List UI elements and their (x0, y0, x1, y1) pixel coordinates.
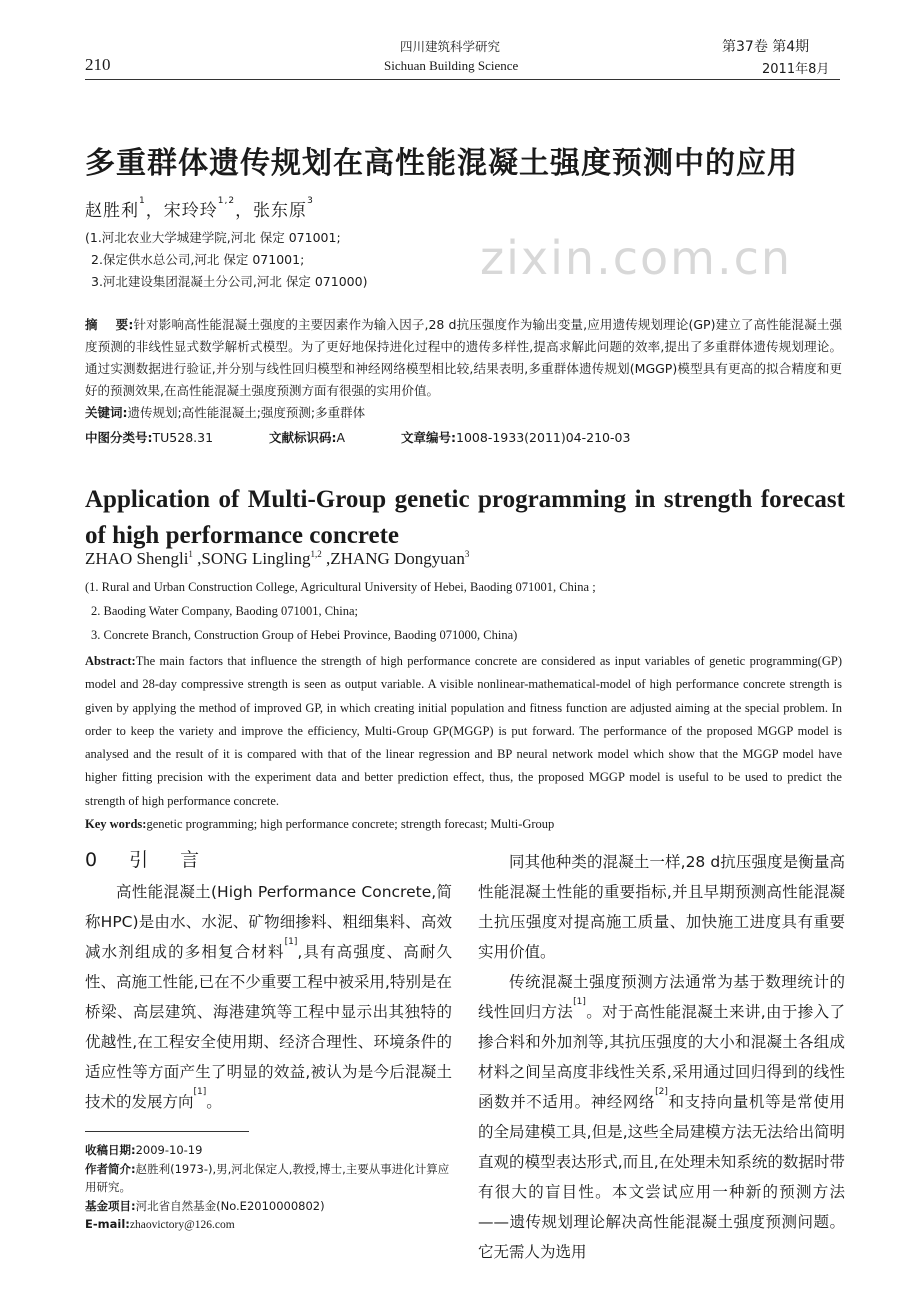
paper-title-cn: 多重群体遗传规划在高性能混凝土强度预测中的应用 (85, 146, 798, 181)
affiliation-en: (1. Rural and Urban Construction College, Agricultural University of Hebei, Baoding 071001, China ; (85, 580, 596, 594)
page-number: 210 (85, 55, 111, 74)
footnote-text: 赵胜利(1973-),男,河北保定人,教授,博士,主要从事进化计算应用研究。 (85, 1161, 450, 1194)
author-affil-sup: 1,2 (310, 549, 322, 559)
section-heading (85, 845, 205, 872)
keywords-text: 遗传规划;高性能混凝土;强度预测;多重群体 (127, 405, 366, 420)
abstract-en (85, 650, 842, 836)
classification-line (85, 427, 842, 449)
footnote-label: 基金项目: (85, 1198, 136, 1213)
footnote-author-bio (85, 1160, 452, 1197)
keywords-en (85, 813, 842, 836)
keywords-cn (85, 402, 842, 424)
author-affil-sup: 3 (464, 549, 470, 559)
text: 高性能混凝土(High Performance Concrete,简称HPC)是由水、水泥、矿物细掺料、粗细集料、高效减水剂组成的多相复合材料 (85, 883, 452, 961)
footnote-label: E-mail: (85, 1217, 130, 1231)
footnote-received (85, 1141, 452, 1160)
abstract-text: The main factors that influence the strength of high performance concrete are considered as input variables of genetic programming(GP) model and 28-day compressive strength is seen as output variable. A visible nonlinear-mathematical-model of high performance concrete strength is given by applying the method of improved GP, in which creating initial population and fitness function are adjusted aiming at the special problem. In order to keep the variety and improve the efficiency, Multi-Group GP(MGGP) is put forward. The performance of the proposed MGGP model is analysed and the result of it is compared with that of the linear regression and BP neural network model which show that the MGGP model have higher fitting precision with the experiment data and better prediction effect, thus, the proposed MGGP model is useful to be used to predict the strength of high performance concrete. (85, 654, 842, 808)
footnote-text: 河北省自然基金(No.E2010000802) (135, 1198, 325, 1213)
footnotes (85, 1141, 452, 1235)
clc-value: TU528.31 (152, 430, 214, 445)
left-column (85, 877, 452, 1117)
citation[interactable]: [2] (655, 1087, 668, 1097)
affiliation-en: 3. Concrete Branch, Construction Group of Hebei Province, Baoding 071000, China) (91, 628, 518, 642)
abstract-text: 针对影响高性能混凝土强度的主要因素作为输入因子,28 d抗压强度作为输出变量,应用遗传规划理论(GP)建立了高性能混凝土强度预测的非线性显式数学解析式模型。为了更好地保持进化过程中的遗传多样性,提高求解此问题的效率,提出了多重群体遗传规划理论。通过实测数据进行验证,并分别与线性回归模型和神经网络模型相比较,结果表明,多重群体遗传规划(MGGP)模型具有更高的拟合精度和更好的预测效果,在高性能混凝土强度预测方面有很强的实用价值。 (85, 317, 842, 398)
volume-issue: 第37卷 第4期 (722, 39, 810, 55)
text: ,具有高强度、高耐久性、高施工性能,已在不少重要工程中被采用,特别是在桥梁、高层建筑、海港建筑等工程中显示出其独特的优越性,在工程安全使用期、经济合理性、环境条件的适应性等方面产生了明显的效益,被认为是今后混凝土技术的发展方向 (85, 943, 452, 1111)
paragraph: 同其他种类的混凝土一样,28 d抗压强度是衡量高性能混凝土性能的重要指标,并且早期预测高性能混凝土抗压强度对提高施工质量、加快施工进度具有重要实用价值。 (478, 853, 845, 961)
citation[interactable]: [1] (573, 997, 586, 1007)
footnote-email (85, 1215, 452, 1235)
journal-name-en: Sichuan Building Science (384, 58, 519, 73)
abstract-label: Abstract: (85, 654, 136, 668)
author: ,SONG Lingling (192, 549, 311, 568)
author: ZHAO Shengli (85, 549, 189, 568)
author: ，宋玲玲 (145, 201, 218, 221)
author-affil-sup: 1,2 (217, 196, 236, 206)
issue-date: 2011年8月 (762, 62, 830, 77)
article-no-value: 1008-1933(2011)04-210-03 (456, 430, 631, 445)
footnote-text: 2009-10-19 (135, 1143, 203, 1157)
author: ，张东原 (235, 201, 308, 221)
keywords-text: genetic programming; high performance concrete; strength forecast; Multi-Group (146, 817, 555, 832)
author-affil-sup: 1 (139, 196, 146, 206)
doc-code-label: 文献标识码: (269, 430, 337, 445)
paragraph (478, 967, 845, 1267)
affiliation-en: 2. Baoding Water Company, Baoding 071001, China; (91, 604, 359, 618)
author: ,ZHANG Dongyuan (321, 549, 465, 568)
article-no-label: 文章编号: (401, 430, 457, 445)
abstract-cn (85, 314, 842, 449)
paragraph (85, 877, 452, 1117)
affiliation-cn: 3.河北建设集团混凝土分公司,河北 保定 071000) (91, 274, 368, 289)
footnote-text: zhaovictory@126.com (129, 1219, 235, 1231)
footnote-rule (85, 1131, 249, 1132)
paper-title-en: Application of Multi-Group genetic programming in strength forecast of high performance concrete (85, 486, 845, 549)
citation[interactable]: [1] (193, 1087, 207, 1097)
author-affil-sup: 3 (307, 196, 314, 206)
footnote-label: 收稿日期: (85, 1143, 136, 1157)
authors-en (85, 549, 469, 569)
keywords-label: Key words: (85, 817, 147, 832)
clc-label: 中图分类号: (85, 430, 153, 445)
text: 传统混凝土强度预测方法通常为基于数理统计的线性回归方法 (478, 973, 845, 1021)
watermark: zixin.com.cn (480, 231, 793, 285)
text: 和支持向量机等是常使用的全局建模工具,但是,这些全局建模方法无法给出简明直观的模型表达形式,而且,在处理未知系统的数据时带有很大的盲目性。本文尝试应用一种新的预测方法——遗传规划理论解决高性能混凝土强度预测问题。它无需人为选用 (478, 1093, 845, 1261)
text: 。 (206, 1093, 222, 1111)
text: 。对于高性能混凝土来讲,由于掺入了掺合料和外加剂等,其抗压强度的大小和混凝土各组成材料之间呈高度非线性关系,采用通过回归得到的线性函数并不适用。神经网络 (478, 1003, 845, 1111)
footnote-label: 作者简介: (85, 1161, 136, 1176)
keywords-label: 关键词: (85, 405, 128, 420)
author: 赵胜利 (85, 201, 139, 221)
section-title: 引 言 (129, 849, 206, 871)
affiliation-cn: 2.保定供水总公司,河北 保定 071001; (91, 252, 305, 267)
right-column (478, 847, 845, 1267)
journal-name-cn: 四川建筑科学研究 (400, 39, 501, 54)
authors-cn (85, 196, 314, 221)
abstract-label: 摘 要: (85, 317, 134, 332)
author-affil-sup: 1 (188, 549, 193, 559)
citation[interactable]: [1] (284, 937, 298, 947)
footnote-funding (85, 1197, 452, 1216)
section-number: 0 (85, 849, 104, 871)
header-rule (85, 79, 840, 80)
affiliation-cn: (1.河北农业大学城建学院,河北 保定 071001; (85, 230, 341, 245)
doc-code-value: A (336, 430, 346, 445)
